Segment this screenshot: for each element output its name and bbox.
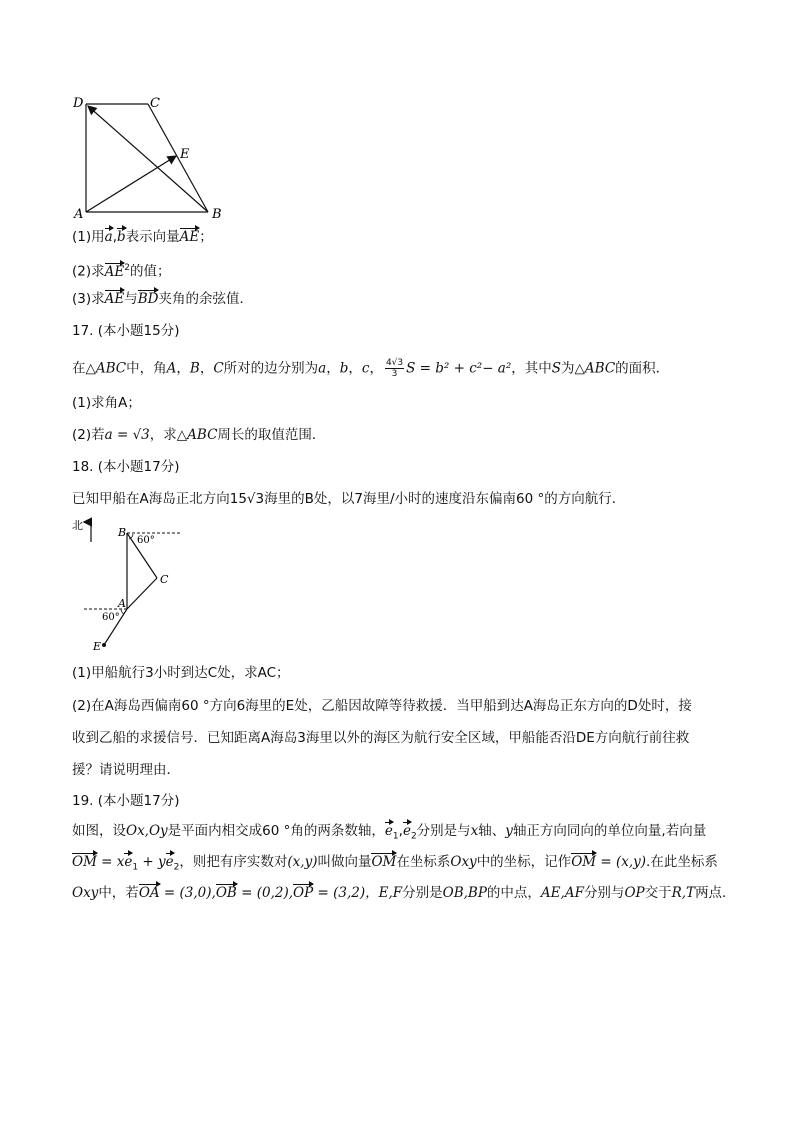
q17-part1: (1)求角A；	[72, 395, 141, 411]
q19-line3: Oxy中，若OA = (3,0),OB = (0,2),OP = (3,2)，E,F分别是OB,BP的中点，AE,AF分别与OP交于R,T两点．	[72, 885, 736, 901]
q18-part1: (1)甲船航行3小时到达C处，求AC；	[72, 665, 290, 681]
segment-AC	[127, 578, 157, 609]
vector-AE	[86, 156, 176, 212]
q16-part2: (2)求$AE^2$的值；	[72, 263, 171, 280]
label-D: D	[73, 96, 84, 111]
label-A: A	[74, 207, 84, 222]
q18-part2-line1: (2)在A海岛西偏南60 °方向6海里的E处，乙船因故障等待救援．当甲船到达A海岛正东方向的D处时，接	[72, 698, 692, 714]
label-E: E	[180, 147, 190, 162]
label-B: B	[212, 207, 222, 222]
q16-part1: (1)用a,b表示向量AE；	[72, 229, 213, 245]
angle-top-label: 60°	[137, 535, 155, 546]
trapezoid-figure	[70, 92, 230, 224]
q17-stem: 在△ABC中，角A，B，C所对的边分别为a，b，c， $\frac{4√3}{3}$ S = b² + c²− a²，其中S为△ABC的面积．	[72, 358, 670, 379]
q19-heading: 19. (本小题17分)	[72, 793, 180, 809]
angle-bottom-label: 60°	[102, 612, 120, 623]
label-C: C	[160, 573, 169, 586]
q18-heading: 18. (本小题17分)	[72, 459, 180, 475]
point-E	[102, 643, 106, 647]
q18-stem: 已知甲船在A海岛正北方向15√3海里的B处，以7海里/小时的速度沿东偏南60 °的方向航行．	[72, 491, 626, 507]
label-C: C	[150, 96, 160, 111]
q18-part2-line3: 援？请说明理由．	[72, 762, 180, 778]
q16-part3: (3)求AE与BD夹角的余弦值．	[72, 291, 253, 307]
q19-line1: 如图，设Ox,Oy是平面内相交成60 °角的两条数轴，$e_1,e_2$分别是与x轴、y轴正方向同向的单位向量,若向量	[72, 823, 707, 842]
vector-BD	[88, 106, 208, 212]
q18-part2-line2: 收到乙船的求援信号．已知距离A海岛3海里以外的海区为航行安全区域，甲船能否沿DE方向航行前往救	[72, 730, 690, 746]
edge-CB	[148, 104, 208, 212]
north-label: 北	[72, 519, 83, 532]
q17-heading: 17. (本小题15分)	[72, 323, 180, 339]
navigation-figure	[70, 514, 190, 656]
fraction-4sqrt3-over-3: $\frac{4√3}{3}$	[385, 358, 404, 379]
label-B: B	[118, 526, 127, 539]
q19-line2: OM = $xe_1 + ye_2$，则把有序实数对(x,y)叫做向量OM在坐标系Oxy中的坐标，记作OM = (x,y).在此坐标系	[72, 854, 718, 873]
label-A: A	[118, 597, 126, 610]
q17-part2: (2)若a = √3，求△ABC周长的取值范围．	[72, 427, 326, 443]
label-E: E	[93, 640, 102, 653]
